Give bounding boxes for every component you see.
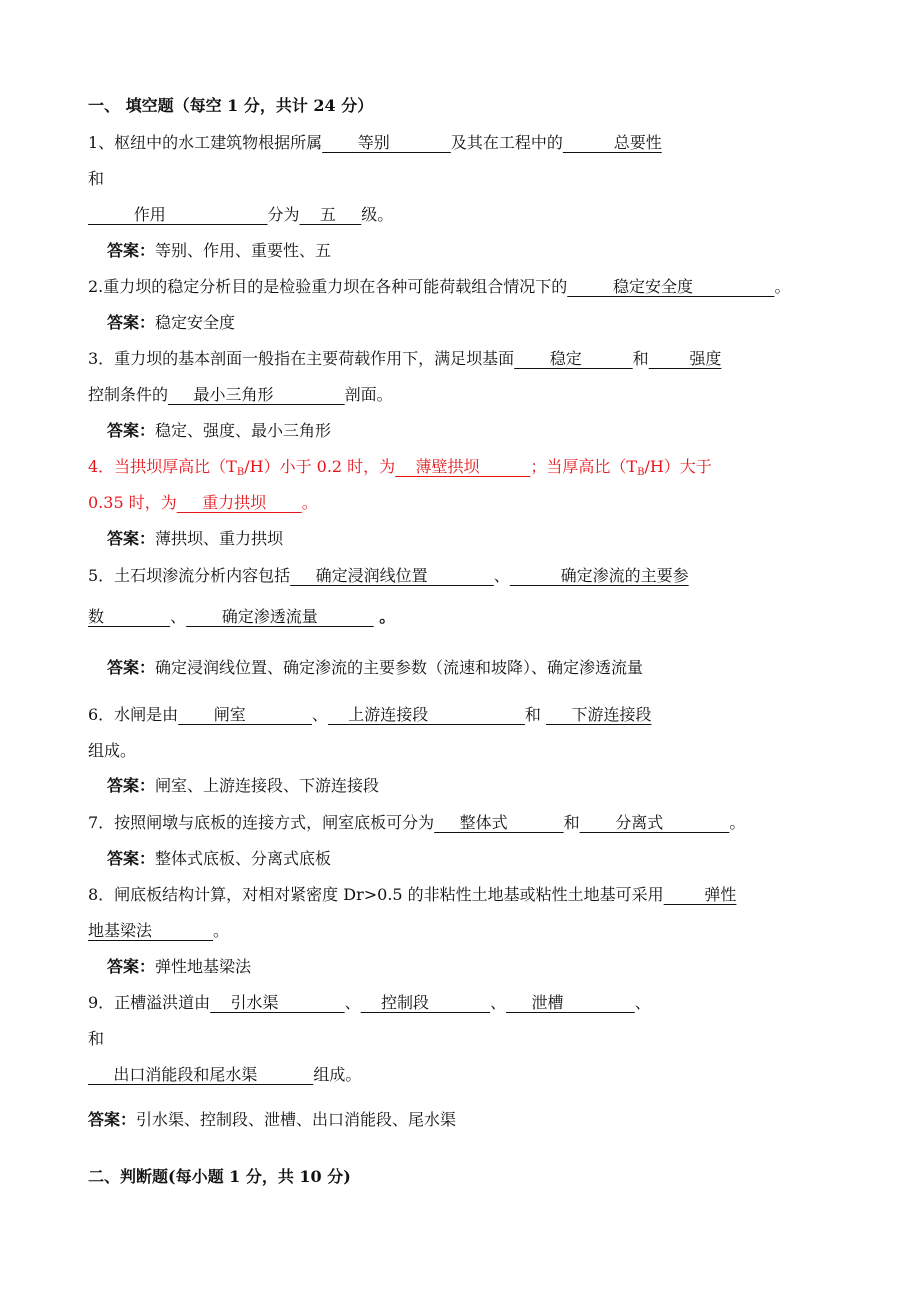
blank: 弹性 bbox=[663, 885, 737, 904]
blank: 闸室 bbox=[178, 705, 312, 724]
answer-7: 答案：整体式底板、分离式底板 bbox=[107, 849, 332, 868]
blank: 分离式 bbox=[579, 813, 730, 832]
answer-8: 答案：弹性地基梁法 bbox=[107, 957, 252, 976]
answer-3: 答案：稳定、强度、最小三角形 bbox=[107, 421, 332, 440]
answer-2: 答案：稳定安全度 bbox=[107, 313, 236, 332]
blank: 薄壁拱坝 bbox=[395, 457, 531, 476]
question-7: 7．按照闸墩与底板的连接方式，闸室底板可分为 整体式 和 分离式 。 bbox=[88, 813, 746, 832]
blank: 泄槽 bbox=[506, 993, 635, 1012]
blank: 确定浸润线位置 bbox=[290, 566, 494, 585]
question-5-cont: 数 、 确定渗透流量 。 bbox=[88, 607, 396, 626]
blank: 稳定 bbox=[514, 349, 633, 368]
question-5: 5．土石坝渗流分析内容包括 确定浸润线位置 、 确定渗流的主要参 bbox=[88, 566, 689, 585]
blank: 作用 bbox=[88, 205, 268, 224]
question-3-cont: 控制条件的 最小三角形 剖面。 bbox=[88, 385, 393, 404]
blank: 稳定安全度 bbox=[567, 277, 775, 296]
blank: 确定渗透流量 bbox=[186, 607, 374, 626]
section1-title: 一、 填空题（每空 1 分，共计 24 分） bbox=[88, 96, 374, 115]
question-2: 2.重力坝的稳定分析目的是检验重力坝在各种可能荷载组合情况下的 稳定安全度 。 bbox=[88, 277, 791, 296]
blank: 重力拱坝 bbox=[176, 493, 302, 512]
question-9-cont2: 出口消能段和尾水渠 组成。 bbox=[88, 1065, 362, 1084]
answer-9: 答案：引水渠、控制段、泄槽、出口消能段、尾水渠 bbox=[88, 1110, 457, 1129]
answer-1: 答案：等别、作用、重要性、五 bbox=[107, 241, 332, 260]
question-3: 3．重力坝的基本剖面一般指在主要荷载作用下，满足坝基面 稳定 和 强度 bbox=[88, 349, 722, 368]
answer-5: 答案：确定浸润线位置、确定渗流的主要参数（流速和坡降）、确定渗透流量 bbox=[107, 658, 644, 677]
section2-title: 二、判断题(每小题 1 分，共 10 分) bbox=[88, 1167, 351, 1186]
blank: 上游连接段 bbox=[327, 705, 525, 724]
blank: 数 bbox=[88, 607, 171, 626]
blank: 地基梁法 bbox=[88, 921, 214, 940]
blank: 引水渠 bbox=[210, 993, 345, 1012]
blank: 确定渗流的主要参 bbox=[509, 566, 689, 585]
answer-4: 答案：薄拱坝、重力拱坝 bbox=[107, 529, 284, 548]
question-8: 8．闸底板结构计算，对相对紧密度 Dr>0.5 的非粘性土地基或粘性土地基可采用 弹性 bbox=[88, 885, 737, 904]
blank: 下游连接段 bbox=[546, 705, 652, 724]
question-1-cont2: 作用 分为 五 级。 bbox=[88, 205, 394, 224]
blank: 最小三角形 bbox=[168, 385, 345, 404]
question-4-cont: 0.35 时，为 重力拱坝 。 bbox=[88, 493, 318, 512]
blank: 整体式 bbox=[434, 813, 564, 832]
question-8-cont: 地基梁法 。 bbox=[88, 921, 230, 940]
question-9: 9．正槽溢洪道由 引水渠 、 控制段 、 泄槽 、 bbox=[88, 993, 651, 1012]
answer-6: 答案：闸室、上游连接段、下游连接段 bbox=[107, 776, 380, 795]
question-6-cont: 组成。 bbox=[88, 741, 137, 760]
blank: 等别 bbox=[322, 133, 451, 152]
question-9-cont: 和 bbox=[88, 1029, 105, 1048]
blank: 控制段 bbox=[360, 993, 491, 1012]
question-6: 6．水闸是由 闸室 、 上游连接段 和 下游连接段 bbox=[88, 705, 652, 724]
blank: 强度 bbox=[648, 349, 722, 368]
blank: 五 bbox=[299, 205, 362, 224]
question-1: 1、枢纽中的水工建筑物根据所属 等别 及其在工程中的 总要性 bbox=[88, 133, 662, 152]
blank: 出口消能段和尾水渠 bbox=[88, 1065, 314, 1084]
blank: 总要性 bbox=[562, 133, 662, 152]
question-1-cont: 和 bbox=[88, 169, 105, 188]
question-4: 4．当拱坝厚高比$(T_B/H)$小于 0.2 时，为 薄壁拱坝 ；当厚高比$(T_B/H)$大于 bbox=[88, 457, 712, 478]
